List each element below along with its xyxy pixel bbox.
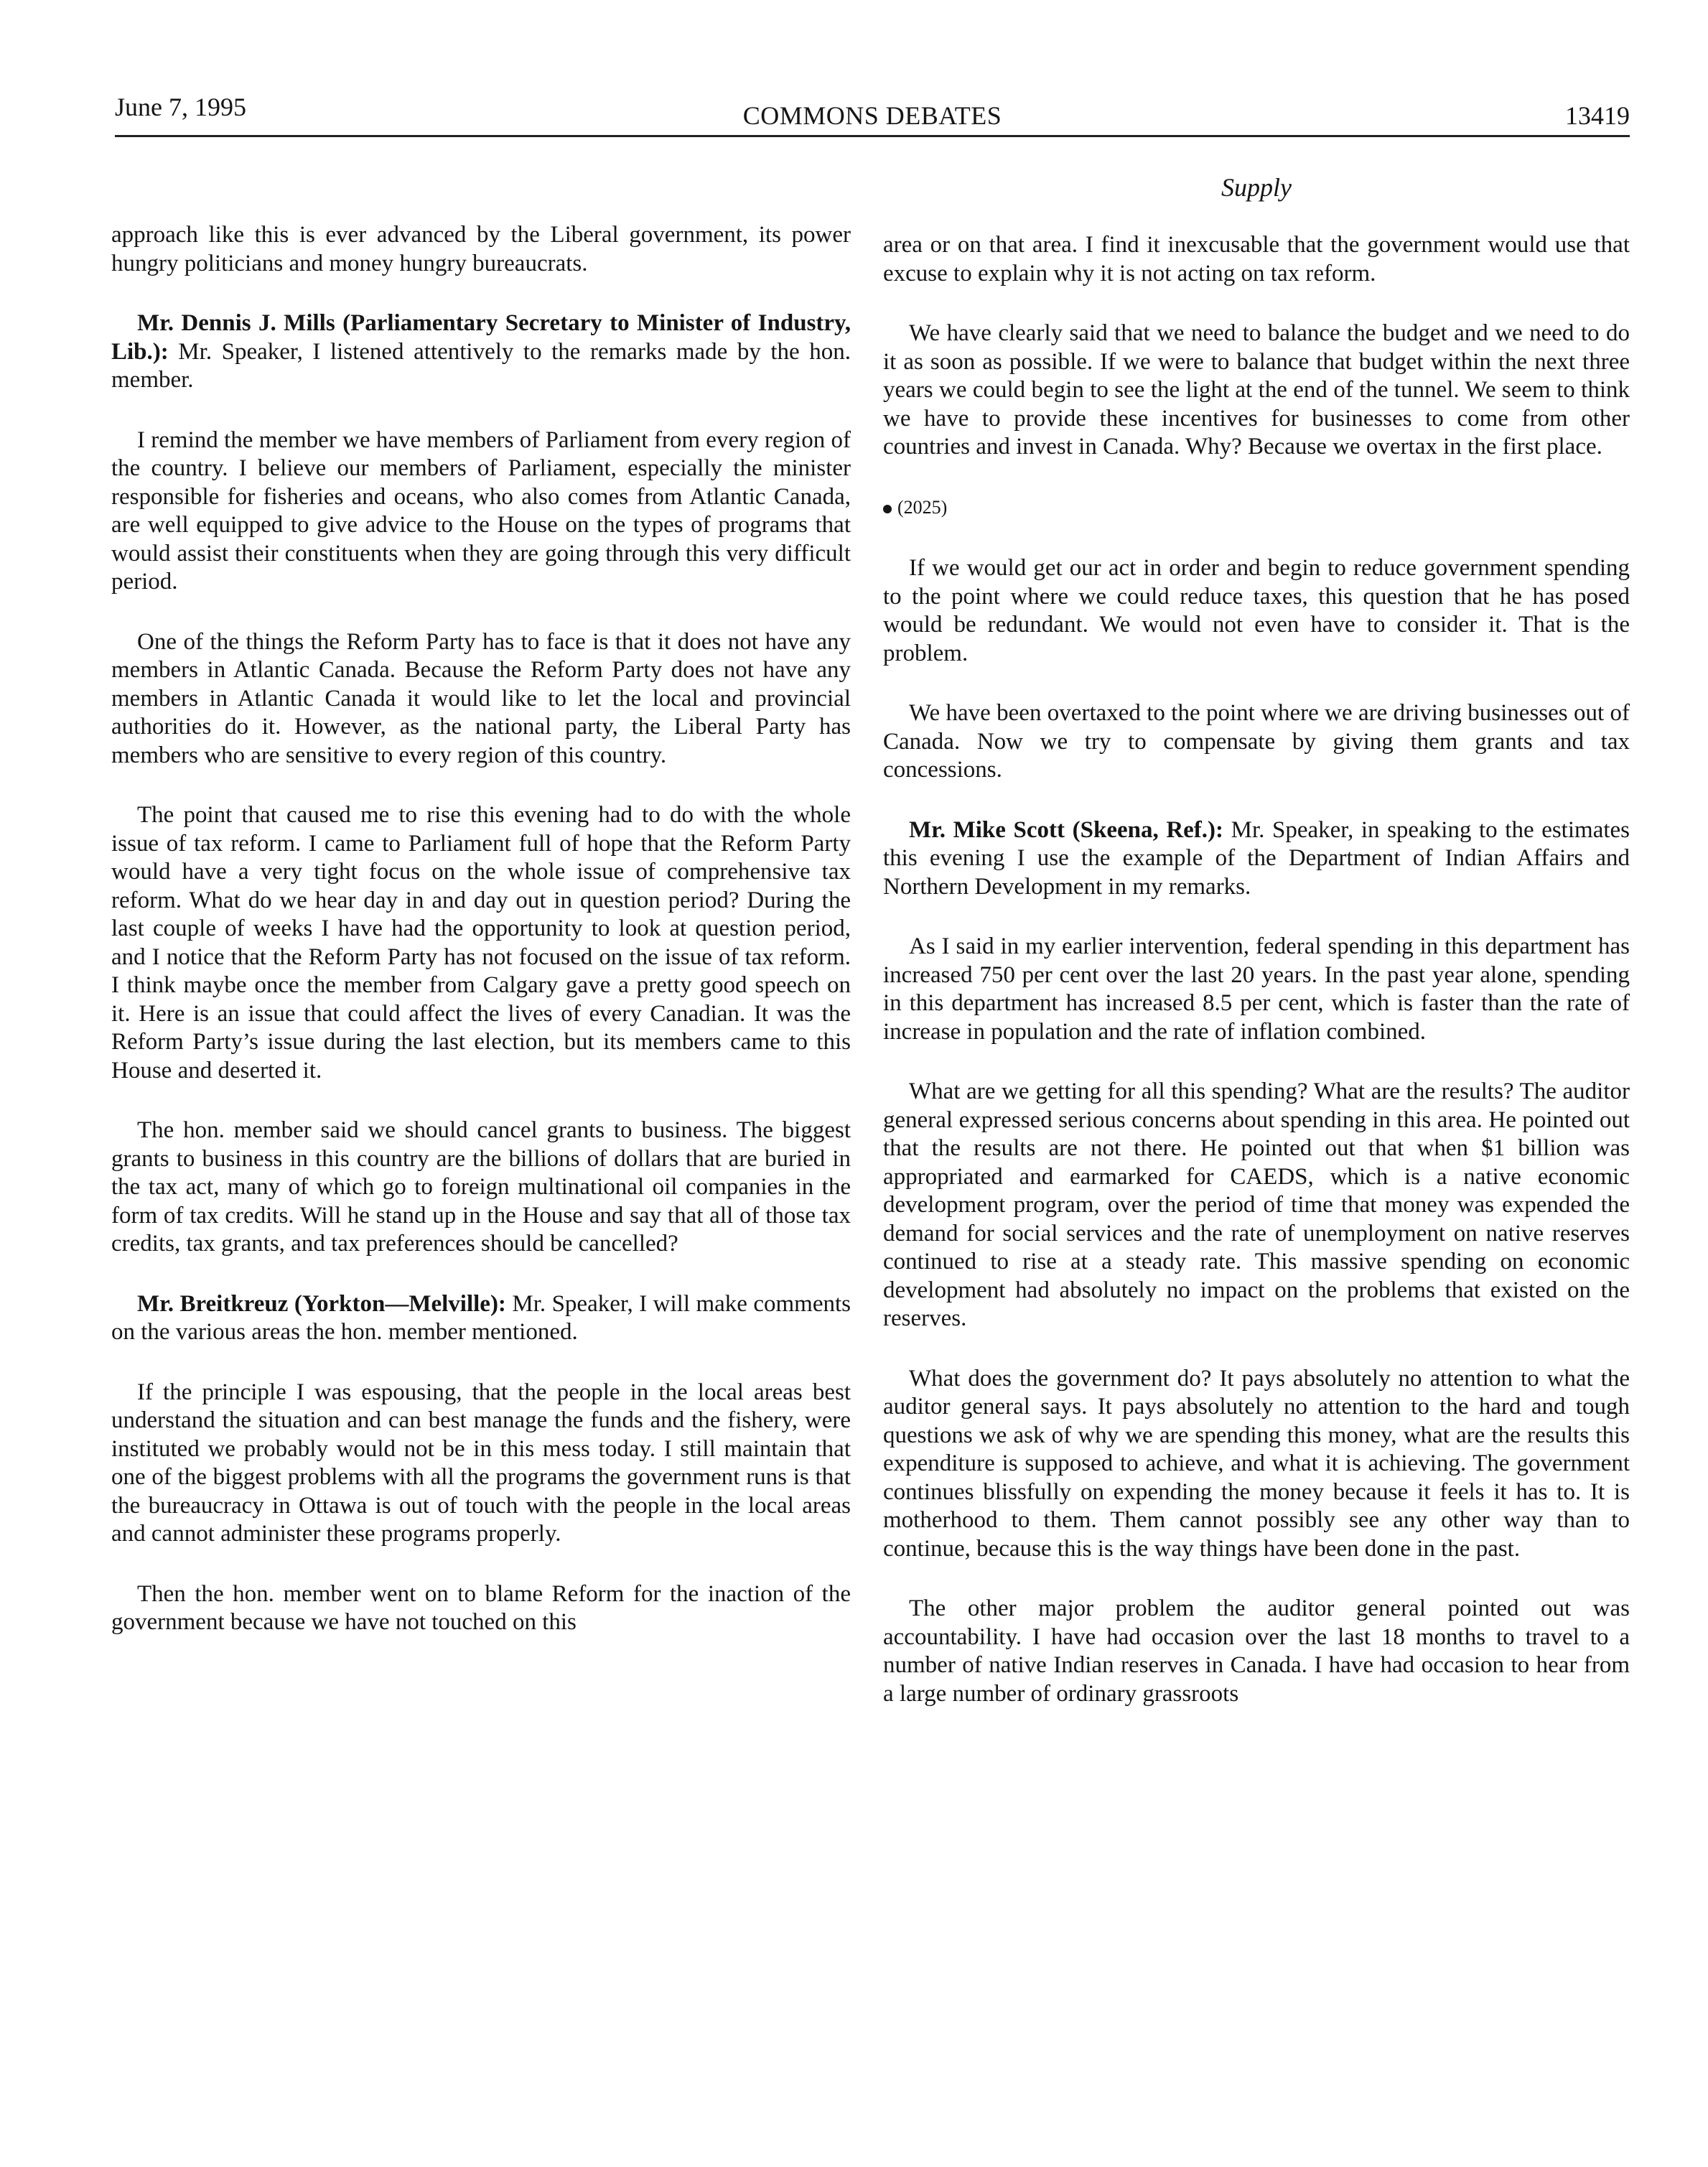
paragraph: We have clearly said that we need to balance the budget and we need to do it as soon as possible. If we were to balance that budget within the next three years we could begin to see the light at the end of the tunnel. We seem to think we have to provide these incentives for businesses to come from other countries and invest in Canada. Why? Because we overtax in the first place.: [883, 320, 1630, 460]
speaker-name: Mr. Breitkreuz (Yorkton—Melville):: [137, 1290, 506, 1317]
speech-text: Mr. Speaker, I will make comments on the various areas the hon. member mentioned.: [111, 1290, 851, 1345]
timestamp-text: (2025): [897, 496, 948, 518]
paragraph: approach like this is ever advanced by the Liberal government, its power hungry politicians and money hungry bureaucrats.: [111, 222, 851, 276]
speech-text: Mr. Speaker, in speaking to the estimates this evening I use the example of the Department of Indian Affairs and Northern Development in my remarks.: [883, 816, 1630, 900]
paragraph: The point that caused me to rise this evening had to do with the whole issue of tax reform. I came to Parliament full of hope that the Reform Party would have a very tight focus on the whole issue of comprehensive tax reform. What do we hear day in and day out in question period? During the last couple of weeks I have had the opportunity to look at question period, and I notice that the Reform Party has not focused on the issue of tax reform. I think maybe once the member from Calgary gave a pretty good speech on it. Here is an issue that could affect the lives of every Canadian. It was the Reform Party’s issue during the last election, but its members came to this House and deserted it.: [111, 802, 851, 1084]
header-title: COMMONS DEBATES: [742, 101, 1002, 130]
paragraph: One of the things the Reform Party has to face is that it does not have any members in Atlantic Canada. Because the Reform Party does not have any members in Atlantic Canada it would like to let the local and provincial authorities do it. However, as the national party, the Liberal Party has members who are sensitive to every region of this country.: [111, 628, 851, 768]
page-header: [115, 85, 1630, 137]
paragraph: If the principle I was espousing, that the people in the local areas best understand the situation and can best manage the funds and the fishery, were instituted we probably would not be in this mess today. I still maintain that one of the biggest problems with all the programs the government runs is that the bureaucracy in Ottawa is out of touch with the people in the local areas and cannot administer these programs properly.: [111, 1379, 851, 1547]
speaker-name: Mr. Mike Scott (Skeena, Ref.):: [909, 816, 1224, 843]
header-page-number: 13419: [1565, 101, 1630, 130]
paragraph: Then the hon. member went on to blame Reform for the inaction of the government because we have not touched on this: [111, 1580, 851, 1635]
paragraph: If we would get our act in order and begin to reduce government spending to the point where we could reduce taxes, this question that he has posed would be redundant. We would not even have to consider it. That is the problem.: [883, 555, 1630, 666]
paragraph: What does the government do? It pays absolutely no attention to what the auditor general says. It pays absolutely no attention to the hard and tough questions we ask of why we are spending this money, what are the results this expenditure is supposed to achieve, and what it is achieving. The government continues blissfully on expending the money because it feels it has to. It is motherhood to them. Them cannot possibly see any other way than to continue, because this is the way things have been done in the past.: [883, 1365, 1630, 1562]
speaker-name: Mr. Dennis J. Mills (Parliamentary Secretary to Minister of Industry, Lib.):: [111, 310, 851, 365]
header-date: June 7, 1995: [115, 93, 246, 121]
speech-paragraph: [883, 816, 1630, 902]
section-label: Supply: [1221, 173, 1292, 202]
right-column: [883, 231, 1630, 1740]
paragraph: The hon. member said we should cancel grants to business. The biggest grants to business in this country are the billions of dollars that are buried in the tax act, many of which go to foreign multinational oil companies in the form of tax credits. Will he stand up in the House and say that all of those tax credits, tax grants, and tax preferences should be cancelled?: [111, 1117, 851, 1257]
paragraph: As I said in my earlier intervention, federal spending in this department has increased 750 per cent over the last 20 years. In the past year alone, spending in this department has increased 8.5 per cent, which is faster than the rate of increase in population and the rate of inflation combined.: [883, 933, 1630, 1045]
paragraph: area or on that area. I find it inexcusable that the government would use that excuse to explain why it is not acting on tax reform.: [883, 232, 1630, 286]
speech-paragraph: [111, 1290, 851, 1347]
speech-paragraph: [111, 309, 851, 395]
timestamp-marker: [883, 493, 1630, 522]
bullet-icon: [883, 505, 892, 513]
paragraph: The other major problem the auditor general pointed out was accountability. I have had occasion over the last 18 months to travel to a number of native Indian reserves in Canada. I have had occasion to hear from a large number of ordinary grassroots: [883, 1595, 1630, 1707]
paragraph: We have been overtaxed to the point where we are driving businesses out of Canada. Now we try to compensate by giving them grants and tax concessions.: [883, 700, 1630, 783]
paragraph: I remind the member we have members of Parliament from every region of the country. I believe our members of Parliament, especially the minister responsible for fisheries and oceans, who also comes from Atlantic Canada, are well equipped to give advice to the House on the types of programs that would assist their constituents when they are going through this very difficult period.: [111, 427, 851, 595]
paragraph: What are we getting for all this spending? What are the results? The auditor general expressed serious concerns about spending in this area. He pointed out that the results are not there. He pointed out that when $1 billion was appropriated and earmarked for CAEDS, which is a native economic development program, over the period of time that money was expended the demand for social services and the rate of unemployment on native reserves continued to rise at a steady rate. This massive spending on economic development had absolutely no impact on the problems that existed on the reserves.: [883, 1078, 1630, 1331]
speech-text: Mr. Speaker, I listened attentively to the remarks made by the hon. member.: [111, 338, 851, 393]
left-column: [111, 221, 851, 1669]
